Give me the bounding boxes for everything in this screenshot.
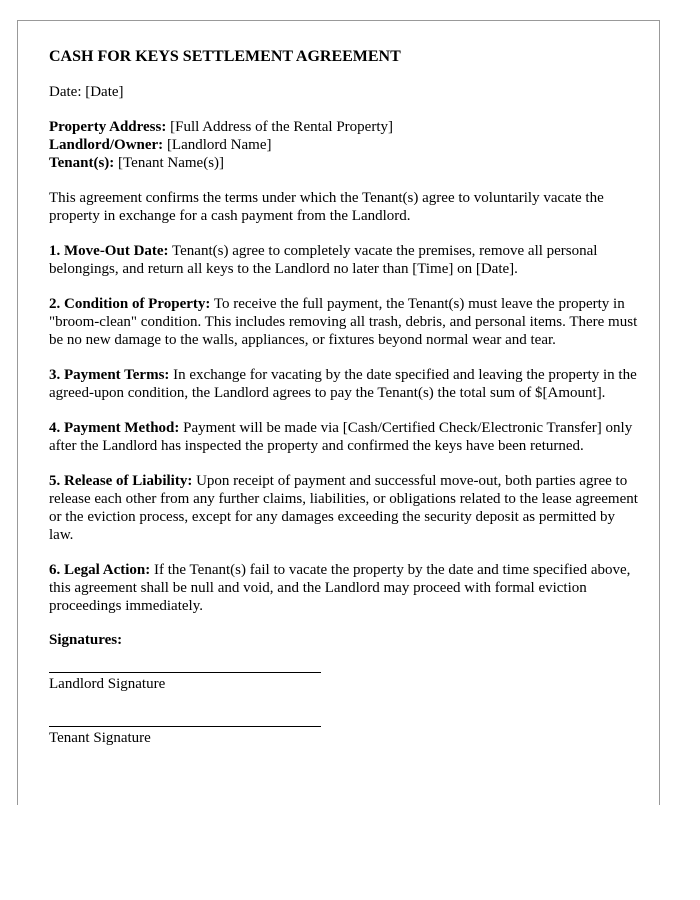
property-address-value: [Full Address of the Rental Property] <box>170 119 393 135</box>
section-release-of-liability <box>49 472 639 544</box>
landlord-signature-line <box>49 672 321 673</box>
signatures-heading: Signatures: <box>49 632 123 648</box>
property-details <box>49 118 639 172</box>
document-frame <box>17 20 660 805</box>
section-text: If the Tenant(s) fail to vacate the property by the date and time specified above, this agreement shall be null and void, and the Landlord may proceed with formal eviction proceedings immediately. <box>49 562 631 614</box>
section-text: In exchange for vacating by the date specified and leaving the property in the agreed-upon condition, the Landlord agrees to pay the Tenant(s) the total sum of $[Amount]. <box>49 367 637 401</box>
tenant-line <box>49 154 639 172</box>
section-text: To receive the full payment, the Tenant(s) must leave the property in "broom-clean" condition. This includes removing all trash, debris, and personal items. There must be no new damage to the walls, appliances, or fixtures beyond normal wear and tear. <box>49 296 638 348</box>
section-heading: 1. Move-Out Date: <box>49 243 169 259</box>
intro-paragraph: This agreement confirms the terms under which the Tenant(s) agree to voluntarily vacate the property in exchange for a cash payment from the Landlord. <box>49 190 604 224</box>
section-heading: 4. Payment Method: <box>49 420 180 436</box>
tenant-signature-label: Tenant Signature <box>49 730 151 746</box>
document-title: CASH FOR KEYS SETTLEMENT AGREEMENT <box>49 48 401 65</box>
section-payment-method <box>49 419 639 455</box>
section-condition-of-property <box>49 295 639 349</box>
landlord-signature-label: Landlord Signature <box>49 676 166 692</box>
tenant-label: Tenant(s): <box>49 155 115 171</box>
section-text: Tenant(s) agree to completely vacate the premises, remove all personal belongings, and return all keys to the Landlord no later than [Time] on [Date]. <box>49 243 598 277</box>
property-address-label: Property Address: <box>49 119 167 135</box>
tenant-signature-line <box>49 726 321 727</box>
landlord-line <box>49 136 639 154</box>
landlord-value: [Landlord Name] <box>166 137 272 153</box>
document-body <box>49 48 639 747</box>
section-heading: 6. Legal Action: <box>49 562 151 578</box>
section-payment-terms <box>49 366 639 402</box>
section-text: Payment will be made via [Cash/Certified Check/Electronic Transfer] only after the Landlord has inspected the property and confirmed the keys have been returned. <box>49 420 633 454</box>
section-heading: 3. Payment Terms: <box>49 367 170 383</box>
property-address-line <box>49 118 639 136</box>
tenant-value: [Tenant Name(s)] <box>118 155 225 171</box>
section-move-out-date <box>49 242 639 278</box>
section-heading: 5. Release of Liability: <box>49 473 193 489</box>
date-line: Date: [Date] <box>49 84 124 100</box>
section-legal-action <box>49 561 639 615</box>
section-heading: 2. Condition of Property: <box>49 296 211 312</box>
landlord-label: Landlord/Owner: <box>49 137 164 153</box>
section-text: Upon receipt of payment and successful move-out, both parties agree to release each other from any further claims, liabilities, or obligations related to the lease agreement or the eviction process, except for any damages exceeding the security deposit as permitted by law. <box>49 473 638 543</box>
